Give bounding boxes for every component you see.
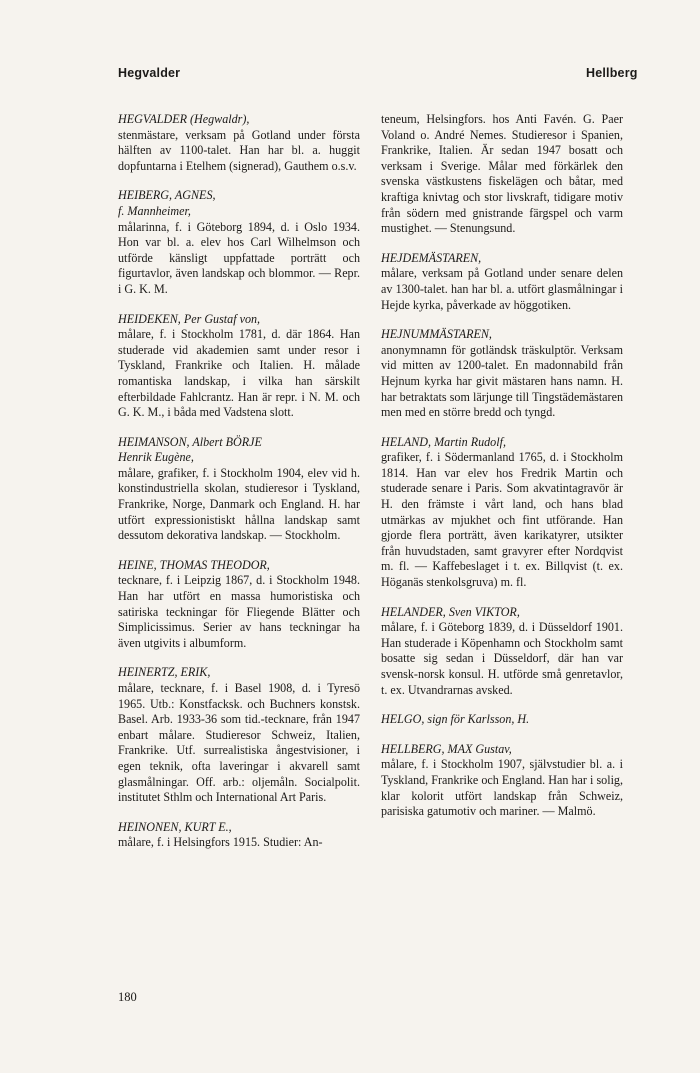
running-head-right: Hellberg <box>586 66 638 80</box>
dictionary-entry <box>118 112 360 174</box>
dictionary-entry <box>381 112 623 237</box>
entry-headword: HEJDEMÄSTAREN, <box>381 250 482 265</box>
dictionary-entry <box>118 820 360 851</box>
entry-body: stenmästare, verksam på Gotland under första hälften av 1100-talet. Han har bl. a. huggit dopfuntarna i Etelhem (signerad), Gauthem o.s.v. <box>118 127 360 173</box>
dictionary-entry <box>118 188 360 297</box>
entry-body: målare, f. i Helsingfors 1915. Studier: An- <box>118 835 323 850</box>
dictionary-entry <box>118 558 360 652</box>
entry-headword: HEIMANSON, Albert BÖRJE <box>118 434 262 449</box>
entry-headword: HEGVALDER (Hegwaldr), <box>118 112 250 126</box>
entry-headword: HEINERTZ, ERIK, <box>118 665 211 680</box>
entry-body: målarinna, f. i Göteborg 1894, d. i Oslo 1934. Hon var bl. a. elev hos Carl Wilhelmson och utförde känsligt uppfattade porträtt och figurtavlor, även landskap och blommor. — Repr. i G. K. M. <box>118 219 360 296</box>
entry-body: teneum, Helsingfors. hos Anti Favén. G. Paer Voland o. André Nemes. Studieresor i Spanien, Frankrike, Italien. Är sedan 1947 bosatt och verksam i Sverige. Målar med förkärlek den svenska västkustens fiskelägen och båtar, med kraftiga knivtag och stor livskraft, tidigare motiv från södern med gnistrande färgspel och varm mustighet. — Stenungsund. <box>381 112 623 236</box>
entry-headword: HELANDER, Sven VIKTOR, <box>381 604 520 619</box>
dictionary-entry <box>381 712 623 728</box>
entry-headword: HEIBERG, AGNES, <box>118 188 216 203</box>
dictionary-entry <box>381 605 623 699</box>
running-head-left: Hegvalder <box>118 66 181 80</box>
entry-headword: HEIDEKEN, Per Gustaf von, <box>118 311 261 326</box>
entry-body: målare, f. i Stockholm 1907, självstudier bl. a. i Tyskland, Frankrike och England. Han har i solig, klar kolorit utfört landskap från Schweiz, parisiska gatumotiv och mariner. — Malmö. <box>381 757 623 819</box>
dictionary-entry <box>118 665 360 805</box>
dictionary-entry <box>381 251 623 313</box>
entry-headword: HEINE, THOMAS THEODOR, <box>118 557 270 572</box>
entry-subhead: f. Mannheimer, <box>118 203 191 218</box>
dictionary-entry <box>118 435 360 544</box>
entry-body: målare, f. i Stockholm 1781, d. där 1864. Han studerade vid akademien samt under resor i Tyskland, Frankrike och Italien. H. målade romantiska landskap, i vilka han särskilt efterbildade Fahlcrantz. Han är repr. i N. M. och G. K. M., i båda med Vadstena slott. <box>118 327 360 420</box>
entry-body: anonymnamn för gotländsk träskulptör. Verksam vid mitten av 1200-talet. En madonnabild från Hejnum kyrka har givit mästaren hans namn. H. har betraktats som lärjunge till Tingstädemästaren men med en större bredd och tyngd. <box>381 342 623 420</box>
entry-body: grafiker, f. i Södermanland 1765, d. i Stockholm 1814. Han var elev hos Fredrik Martin och studerade senare i Paris. Som akvatintagravör är H. den främste i vårt land, och hans blad utmärkas av mjukhet och fint utförande. Han gjorde flera porträtt, även karikatyrer, utsikter från huvudstaden, samt gravyrer efter Nordqvist m. fl. — Kaffebeslaget i t. ex. Billqvist (t. ex. Höganäs stenkolsgruva) m. fl. <box>381 450 623 590</box>
dictionary-entry <box>381 435 623 591</box>
entry-headword: HEINONEN, KURT E., <box>118 819 232 834</box>
dictionary-entry <box>381 327 623 421</box>
entry-body: målare, verksam på Gotland under senare delen av 1300-talet. han har bl. a. utfört glasmålningar i Hejde kyrka, påverkade av höggotiken. <box>381 266 623 312</box>
entry-subhead: Henrik Eugène, <box>118 450 194 465</box>
dictionary-entry <box>118 312 360 421</box>
entry-headword: HELGO, sign för Karlsson, H. <box>381 712 530 727</box>
page-number: 180 <box>118 990 137 1004</box>
entry-body: tecknare, f. i Leipzig 1867, d. i Stockholm 1948. Han har utfört en massa humoristiska och satiriska teckningar för Fliegende Blätter och Simplicissimus. Serier av hans teckningar ha även utgivits i albumform. <box>118 573 360 650</box>
entry-body: målare, grafiker, f. i Stockholm 1904, elev vid h. konstindustriella skolan, studieresor i Tyskland, Frankrike, Norge, Danmark och England. H. har utfört expressionistiskt hållna landskap samt dessutom dekorativa landskap. — Stockholm. <box>118 465 360 543</box>
left-column <box>118 112 360 865</box>
dictionary-entry <box>381 742 623 820</box>
entry-body: målare, tecknare, f. i Basel 1908, d. i Tyresö 1965. Utb.: Konstfacksk. och Buchners konstsk. Basel. Arb. 1933-36 som tid.-tecknare, från 1947 enbart målare. Studieresor Schweiz, Italien, Frankrike. Utf. surrealistiska ångestvisioner, i egen teknik, ofta laveringar i akvarell samt glasmålningar. Off. arb.: oljemåln. Socialpolit. institutet Sthlm och International Art Paris. <box>118 681 360 805</box>
entry-headword: HEJNUMMÄSTAREN, <box>381 327 492 342</box>
entry-headword: HELAND, Martin Rudolf, <box>381 434 506 449</box>
right-column <box>381 112 623 834</box>
entry-headword: HELLBERG, MAX Gustav, <box>381 741 512 756</box>
entry-body: målare, f. i Göteborg 1839, d. i Düsseldorf 1901. Han studerade i Köpenhamn och Stockholm samt bosatte sig sedan i Düsseldorf, där han var svensk-norsk konsul. H. utförde små genretavlor, t. ex. Utvandrarnas avsked. <box>381 620 623 697</box>
